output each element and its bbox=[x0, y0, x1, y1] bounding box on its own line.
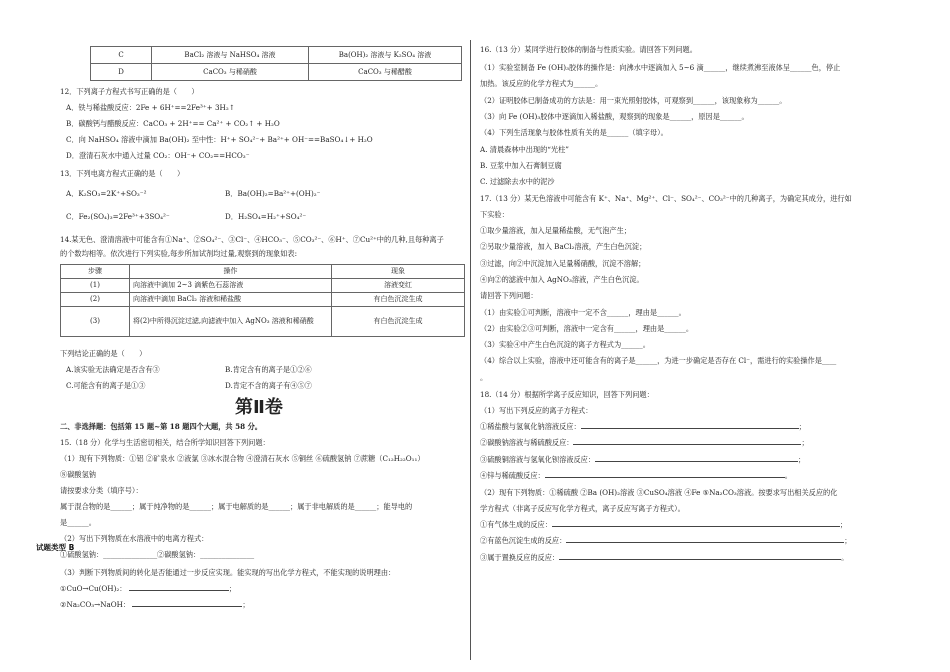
table-cell: 有白色沉淀生成 bbox=[332, 293, 465, 307]
q18-r4: ④锌与稀硫酸反应： 。 bbox=[480, 471, 792, 480]
q15-p3-item2: ②Na₂CO₃→NaOH： ； bbox=[60, 600, 250, 609]
q14-table bbox=[60, 264, 465, 337]
q18-s1-label: ①有气体生成的反应： bbox=[480, 520, 552, 529]
q16-p3: （3）向 Fe (OH)₃胶体中逐滴加入稀盐酸，观察到的现象是______，原因是______。 bbox=[480, 112, 749, 121]
q12-option-d: D．澄清石灰水中通入过量 CO₂：OH⁻+ CO₂==HCO₃⁻ bbox=[66, 151, 250, 160]
q17-p3: （3）实验④中产生白色沉淀的离子方程式为______。 bbox=[480, 340, 650, 349]
q14-option-b: B.肯定含有的离子是①②⑥ bbox=[225, 365, 312, 374]
q15-p2-answers: ①硫酸氢钠：_______________②碳酸氢钠：_______________ bbox=[60, 550, 255, 559]
q16-option-a: A. 清晨森林中出现的“光柱” bbox=[480, 145, 569, 154]
table-cell: (2) bbox=[61, 293, 130, 307]
part-two-title: 第Ⅱ卷 bbox=[235, 397, 283, 418]
q15-p1-line2: ⑧碳酸氢钠 bbox=[60, 470, 96, 479]
q15-p3-item1: ①CuO→Cu(OH)₂： ； bbox=[60, 584, 236, 593]
q12-option-c: C．向 NaHSO₄ 溶液中滴加 Ba(OH)₂ 至中性：H⁺+ SO₄²⁻+ Ba²⁺+ OH⁻==BaSO₄↓+ H₂O bbox=[66, 135, 373, 144]
q18-r3-label: ③硫酸铜溶液与氢氧化钡溶液反应： bbox=[480, 455, 596, 464]
q17-exp2: ②另取少量溶液，加入 BaCl₂溶液，产生白色沉淀； bbox=[480, 242, 647, 251]
q18-r2: ②碳酸钠溶液与稀硫酸反应： ； bbox=[480, 438, 809, 447]
q16-option-c: C. 过滤除去水中的泥沙 bbox=[480, 177, 555, 186]
q17-exp3: ③过滤，向②中沉淀加入足量稀硝酸，沉淀不溶解； bbox=[480, 259, 646, 268]
right-column bbox=[480, 0, 900, 672]
q16-p2: （2）证明胶体已制备成功的方法是：用一束光照射胶体，可观察到______，该现象称为______。 bbox=[480, 96, 787, 105]
q13-option-b: B．Ba(OH)₂=Ba²⁺+(OH)₂⁻ bbox=[225, 189, 321, 198]
q15-p3: （3）判断下列物质间的转化是否能通过一步反应实现。能实现的写出化学方程式，不能实现的说明理由： bbox=[60, 568, 396, 577]
q17-stem-line2: 下实验： bbox=[480, 210, 509, 219]
table-row bbox=[61, 279, 465, 293]
q17-stem-line1: 17.（13 分）某无色溶液中可能含有 K⁺、Na⁺、Mg²⁺、Cl⁻、SO₄²⁻、CO₃²⁻中的几种离子，为确定其成分，进行如 bbox=[480, 194, 852, 203]
q18-r2-label: ②碳酸钠溶液与稀硫酸反应： bbox=[480, 438, 574, 447]
q18-r3: ③硫酸铜溶液与氢氧化钡溶液反应： ； bbox=[480, 455, 806, 464]
q18-r1-label: ①稀盐酸与氢氧化钠溶液反应： bbox=[480, 422, 581, 431]
q13-option-c: C．Fe₂(SO₄)₃=2Fe³⁺+3SO₄²⁻ bbox=[66, 212, 170, 221]
q17-p2: （2）由实验②③可判断，溶液中一定含有______，理由是______。 bbox=[480, 324, 694, 333]
table-cell: CaCO₃ 与稀硝酸 bbox=[152, 64, 309, 81]
answer-blank[interactable] bbox=[595, 461, 798, 462]
answer-blank[interactable] bbox=[581, 428, 799, 429]
table-cell: CaCO₃ 与稀醋酸 bbox=[309, 64, 462, 81]
q18-p2-line1: （2）现有下列物质：①稀硫酸 ②Ba (OH)₂溶液 ③CuSO₄溶液 ④Fe ⑤Na₂CO₃溶液。按要求写出相关反应的化 bbox=[480, 488, 838, 497]
answer-blank[interactable] bbox=[129, 590, 229, 591]
q15-p3-item2-label: ②Na₂CO₃→NaOH： bbox=[60, 600, 131, 609]
table-cell: BaCl₂ 溶液与 NaHSO₄ 溶液 bbox=[152, 47, 309, 64]
q14-stem-line1: 14.某无色、澄清溶液中可能含有①Na⁺、②SO₄²⁻、③Cl⁻、④HCO₃⁻、⑤CO₃²⁻、⑥H⁺、⑦Cu²⁺中的几种,且每种离子 bbox=[60, 235, 444, 244]
table-row bbox=[91, 64, 462, 81]
q15-p1-line1: （1）现有下列物质：①铝 ②矿泉水 ②液氯 ③冰水混合物 ④澄清石灰水 ⑤铜丝 ⑥硫酸氢钠 ⑦蔗糖（C₁₂H₂₂O₁₁） bbox=[60, 454, 425, 463]
paper-type-stamp: 试题类型 B bbox=[36, 543, 75, 552]
q18-stem: 18.（14 分）根据所学离子反应知识，回答下列问题： bbox=[480, 390, 654, 399]
table-header: 操作 bbox=[130, 265, 332, 279]
q15-stem: 15.（18 分）化学与生活密切相关，结合所学知识回答下列问题： bbox=[60, 438, 270, 447]
q17-ask: 请回答下列问题： bbox=[480, 291, 538, 300]
q17-p4-line2: 。 bbox=[480, 373, 488, 382]
q12-option-a: A．铁与稀盐酸反应：2Fe + 6H⁺==2Fe³⁺+ 3H₂↑ bbox=[66, 103, 235, 112]
option-table bbox=[90, 46, 462, 81]
q14-option-c: C.可能含有的离子是①③ bbox=[66, 381, 146, 390]
answer-blank[interactable] bbox=[573, 444, 801, 445]
q15-p1-line3: 请按要求分类（填序号）： bbox=[60, 486, 143, 495]
q16-p1-line1: （1）实验室制备 Fe (OH)₃胶体的操作是：向沸水中逐滴加入 5~6 滴______，继续煮沸至液体呈______色，停止 bbox=[480, 63, 841, 72]
q18-r1: ①稀盐酸与氢氧化钠溶液反应： ； bbox=[480, 422, 806, 431]
answer-blank[interactable] bbox=[566, 542, 844, 543]
q18-p2-line2: 学方程式（非离子反应写化学方程式，离子反应写离子方程式）。 bbox=[480, 504, 685, 513]
table-cell: 溶液变红 bbox=[332, 279, 465, 293]
q14-option-a: A.该实验无法确定是否含有③ bbox=[66, 365, 160, 374]
table-cell: 向溶液中滴加 BaCl₂ 溶液和稀盐酸 bbox=[130, 293, 332, 307]
q13-option-a: A．K₂SO₃=2K⁺+SO₃⁻² bbox=[66, 189, 147, 198]
table-cell: 有白色沉淀生成 bbox=[332, 307, 465, 337]
q15-p3-item1-label: ①CuO→Cu(OH)₂： bbox=[60, 584, 127, 593]
q18-s3: ③属于置换反应的反应： 。 bbox=[480, 553, 849, 562]
part-two-instruction: 二、非选择题：包括第 15 题~第 18 题四个大题，共 58 分。 bbox=[60, 422, 262, 431]
table-header: 步骤 bbox=[61, 265, 130, 279]
table-row bbox=[61, 293, 465, 307]
table-header-row bbox=[61, 265, 465, 279]
table-cell: 向溶液中滴加 2~3 滴紫色石蕊溶液 bbox=[130, 279, 332, 293]
q17-p4-line1: （4）综合以上实验，溶液中还可能含有的离子是______，为进一步确定是否存在 Cl⁻，需进行的实验操作是____ bbox=[480, 356, 837, 365]
table-header: 现象 bbox=[332, 265, 465, 279]
q15-p1-line4: 属于混合物的是______；属于纯净物的是______；属于电解质的是______；属于非电解质的是______；能导电的 bbox=[60, 502, 413, 511]
table-row bbox=[91, 47, 462, 64]
q12-option-b: B．碳酸钙与醋酸反应：CaCO₃ + 2H⁺== Ca²⁺ + CO₂↑ + H₂O bbox=[66, 119, 280, 128]
q17-exp1: ①取少量溶液，加入足量稀盐酸，无气泡产生； bbox=[480, 226, 631, 235]
q17-exp4: ④向②的滤液中加入 AgNO₃溶液，产生白色沉淀。 bbox=[480, 275, 644, 284]
table-cell: D bbox=[91, 64, 152, 81]
answer-blank[interactable] bbox=[559, 559, 841, 560]
q14-option-d: D.肯定不含的离子有④⑤⑦ bbox=[225, 381, 312, 390]
q16-option-b: B. 豆浆中加入石膏制豆腐 bbox=[480, 161, 562, 170]
q13-option-d: D．H₂SO₄=H₂⁺+SO₄²⁻ bbox=[225, 212, 307, 221]
q13-stem: 13．下列电离方程式正确的是（ ） bbox=[60, 169, 185, 178]
q18-s2-label: ②有蓝色沉淀生成的反应： bbox=[480, 536, 567, 545]
table-cell: C bbox=[91, 47, 152, 64]
left-column bbox=[60, 0, 460, 672]
answer-blank[interactable] bbox=[552, 526, 840, 527]
q16-p4: （4）下列生活现象与胶体性质有关的是______（填字母）。 bbox=[480, 128, 668, 137]
q14-conclusion: 下列结论正确的是（ ） bbox=[60, 349, 147, 358]
q16-p1-line2: 加热。该反应的化学方程式为______。 bbox=[480, 79, 603, 88]
q18-p1: （1）写出下列反应的离子方程式： bbox=[480, 406, 593, 415]
q16-stem: 16.（13 分）某同学进行胶体的制备与性质实验。请回答下列问题。 bbox=[480, 45, 697, 54]
q15-p1-line5: 是______。 bbox=[60, 518, 96, 527]
q17-p1: （1）由实验①可判断，溶液中一定不含______，理由是______。 bbox=[480, 308, 686, 317]
table-cell: (1) bbox=[61, 279, 130, 293]
table-cell: (3) bbox=[61, 307, 130, 337]
column-divider bbox=[470, 40, 471, 660]
q12-stem: 12．下列离子方程式书写正确的是（ ） bbox=[60, 87, 199, 96]
q18-r4-label: ④锌与稀硫酸反应： bbox=[480, 471, 545, 480]
q18-s1: ①有气体生成的反应： ； bbox=[480, 520, 848, 529]
table-cell: Ba(OH)₂ 溶液与 K₂SO₄ 溶液 bbox=[309, 47, 462, 64]
q15-p2: （2）写出下列物质在水溶液中的电离方程式： bbox=[60, 534, 209, 543]
table-row bbox=[61, 307, 465, 337]
answer-blank[interactable] bbox=[132, 606, 242, 607]
q14-stem-line2: 的个数均相等。依次进行下列实验,每步所加试剂均过量,观察到的现象如表: bbox=[60, 249, 297, 258]
answer-blank[interactable] bbox=[545, 477, 785, 478]
q18-s2: ②有蓝色沉淀生成的反应： ； bbox=[480, 536, 852, 545]
q18-s3-label: ③属于置换反应的反应： bbox=[480, 553, 560, 562]
table-cell: 将(2)中所得沉淀过滤,向滤液中加入 AgNO₃ 溶液和稀硝酸 bbox=[130, 307, 332, 337]
